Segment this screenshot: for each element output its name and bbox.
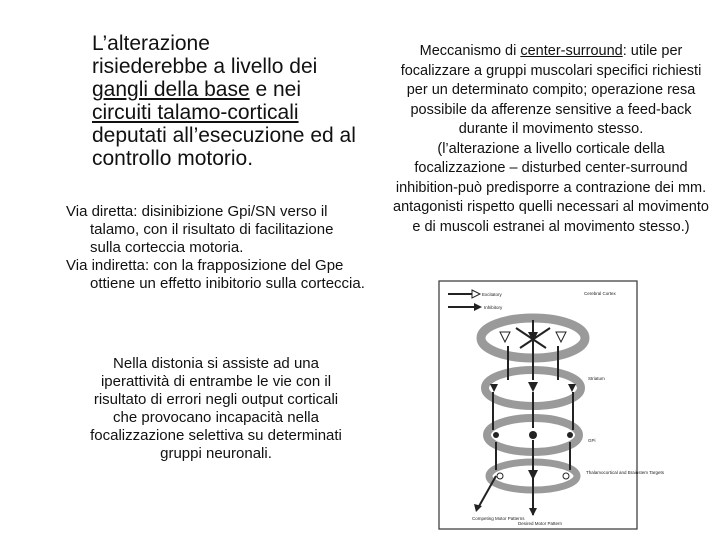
competing-label: Competing Motor Patterns [472, 516, 525, 521]
thalamus-label: Thalamocortical and Brainstem Targets [586, 470, 664, 475]
mechanism-note: (l’alterazione a livello corticale della focalizzazione – disturbed center-surround inhibition-può predisporre a contrazione dei mm. antagonisti rispetto quelli necessari al movimento e di muscoli estranei al movimento stesso.) [393, 140, 709, 235]
gpi-label: GPi [588, 438, 596, 443]
thalamocortical-link[interactable]: circuiti talamo-corticali [92, 101, 299, 124]
pathways-text [66, 203, 366, 293]
cortex-label: Cerebral Cortex [584, 291, 616, 296]
heading-line-4 [92, 101, 362, 124]
striatum-label: Striatum [588, 376, 605, 381]
heading-line-2: risiederebbe a livello dei [92, 55, 318, 78]
dystonia-text: Nella distonia si assiste ad una iperattività di entrambe le vie con il risultato di errori negli output corticali che provocano incapacità nella focalizzazione selettiva su determinati gruppi neuronali. [90, 355, 342, 462]
diagram-svg [438, 280, 664, 530]
center-surround-term: center-surround [520, 43, 623, 59]
mechanism-text [392, 42, 710, 237]
direct-pathway: Via diretta: disinibizione Gpi/SN verso il talamo, con il risultato di facilitazione sulla corteccia motoria. [66, 203, 334, 256]
mechanism-prefix: Meccanismo di [419, 43, 521, 59]
heading-line-1: L’alterazione [92, 32, 210, 55]
indirect-pathway: Via indiretta: con la frapposizione del Gpe ottiene un effetto inibitorio sulla corteccia. [66, 257, 365, 292]
mechanism-paragraph [392, 42, 710, 140]
heading-line-3 [92, 78, 362, 101]
dystonia-paragraph [80, 355, 352, 463]
legend-inhibitory: Inhibitory [484, 305, 503, 310]
heading-rest: deputati all’esecuzione ed al controllo motorio. [92, 124, 356, 170]
desired-label: Desired Motor Pattern [518, 521, 563, 526]
heading-connector: e nei [249, 78, 301, 101]
basal-ganglia-link[interactable]: gangli della base [92, 78, 250, 101]
legend-excitatory: Excitatory [482, 292, 502, 297]
slide-heading [92, 32, 362, 170]
center-surround-diagram [438, 280, 664, 530]
mechanism-description: : utile per focalizzare a gruppi muscolari specifici richiesti per un determinato compito; operazione resa possibile da afferenze sensitive a feed-back durante il movimento stesso. [400, 43, 702, 137]
